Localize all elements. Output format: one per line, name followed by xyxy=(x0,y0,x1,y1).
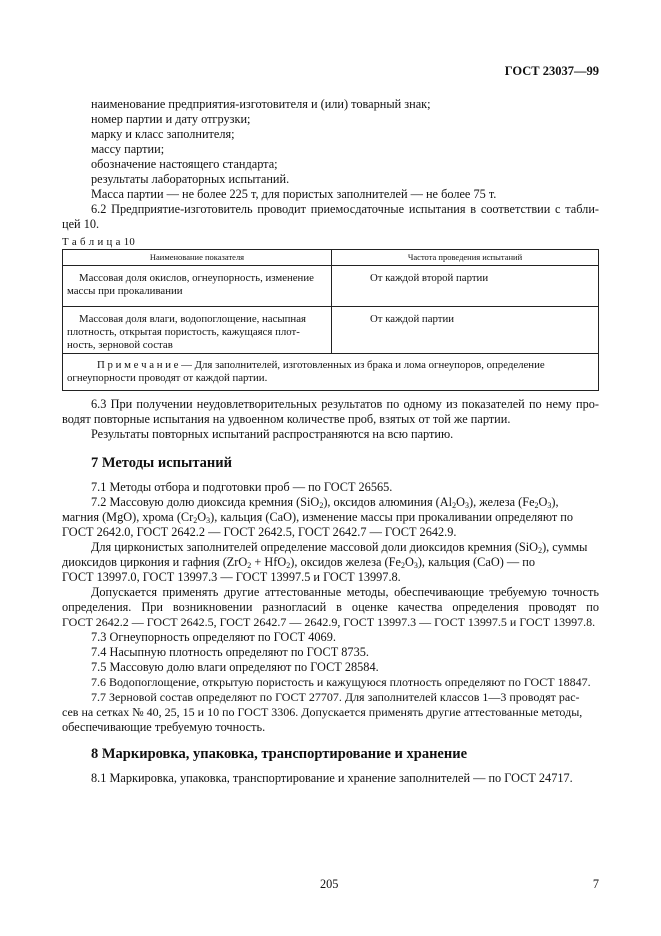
section-7-title: 7 Методы испытаний xyxy=(91,455,232,471)
page-number: 7 xyxy=(592,877,599,891)
p63-line2: водят повторные испытания на удвоенном количестве проб, взятых от той же партии. xyxy=(62,412,511,426)
row2-frequency: От каждой партии xyxy=(370,313,455,325)
table-row xyxy=(63,307,599,354)
p72-line1: 7.2 Массовую долю диоксида кремния (SiO$_2$), оксидов алюминия $(Al_2O_3)$, железа $(Fe_2O_3)$, xyxy=(91,495,559,510)
p74: 7.4 Насыпную плотность определяют по ГОСТ 8735. xyxy=(91,645,369,659)
p72z-line3: ГОСТ 13997.0, ГОСТ 13997.3 — ГОСТ 13997.5 и ГОСТ 13997.8. xyxy=(62,570,401,584)
list-item: обозначение настоящего стандарта; xyxy=(91,157,278,171)
col2-header: Частота проведения испытаний xyxy=(332,250,599,266)
table-header-row xyxy=(63,250,599,266)
alt-methods-line3: ГОСТ 2642.2 — ГОСТ 2642.5, ГОСТ 2642.7 — 2642.9, ГОСТ 13997.3 — ГОСТ 13997.5 и ГОСТ 13997.8. xyxy=(62,615,596,629)
list-item: массу партии; xyxy=(91,142,165,156)
p63-line3: Результаты повторных испытаний распространяются на всю партию. xyxy=(91,427,454,441)
alt-methods-line1: Допускается применять другие аттестованные методы, обеспечивающие требуемую точность xyxy=(91,585,599,599)
document-code: ГОСТ 23037—99 xyxy=(504,64,599,78)
row1-frequency: От каждой второй партии xyxy=(370,272,489,284)
p62-line1: 6.2 Предприятие-изготовитель проводит приемосдаточные испытания в соответствии с табли- xyxy=(91,202,599,216)
p75: 7.5 Массовую долю влаги определяют по ГОСТ 28584. xyxy=(91,660,379,674)
row2-name-line1: Массовая доля влаги, водопоглощение, насыпная xyxy=(79,313,306,325)
p72z-line2: диоксидов циркония и гафния (ZrO$_2$ + HfO$_2$), оксидов железа $(Fe_2O_3)$, кальция (CaO) — по xyxy=(62,555,535,570)
col1-header: Наименование показателя xyxy=(63,250,332,266)
row1-name-line1: Массовая доля окислов, огнеупорность, изменение xyxy=(79,272,314,284)
table-note-line1: П р и м е ч а н и е — Для заполнителей, изготовленных из брака и лома огнеупоров, определение xyxy=(97,358,545,371)
row1-name-line2: массы при прокаливании xyxy=(67,285,183,298)
p62-line2: цей 10. xyxy=(62,217,100,231)
p72-line2: магния (MgO), хрома $(Cr_2O_3)$, кальция (CaO), изменение массы при прокаливании определяют по xyxy=(62,510,574,525)
list-item: результаты лабораторных испытаний. xyxy=(91,172,290,186)
table-row xyxy=(63,266,599,307)
table-note-line2: огнеупорности проводят от каждой партии. xyxy=(67,371,268,384)
p81: 8.1 Маркировка, упаковка, транспортирование и хранение заполнителей — по ГОСТ 24717. xyxy=(91,771,573,785)
table-10 xyxy=(62,249,599,391)
alt-methods-line2: определения. При возникновении разногласий в оценке качества определения проводят по xyxy=(62,600,599,614)
p63-line1: 6.3 При получении неудовлетворительных результатов по одному из показателей по нему про- xyxy=(91,397,599,411)
row2-name-line2: плотность, открытая пористость, кажущаяся плот- xyxy=(67,326,300,339)
p77-line1: 7.7 Зерновой состав определяют по ГОСТ 27707. Для заполнителей классов 1—3 проводят рас- xyxy=(91,690,580,704)
p76: 7.6 Водопоглощение, открытую пористость и кажущуюся плотность определяют по ГОСТ 18847. xyxy=(91,675,591,689)
p73: 7.3 Огнеупорность определяют по ГОСТ 4069. xyxy=(91,630,336,644)
table-note-row xyxy=(63,353,599,390)
p77-line2: сев на сетках № 40, 25, 15 и 10 по ГОСТ 3306. Допускается применять другие аттестованные методы, xyxy=(62,705,583,719)
p72z-line1: Для цирконистых заполнителей определение массовой доли диоксидов кремния (SiO$_2$), суммы xyxy=(91,540,588,555)
row2-name-line3: ность, зерновой состав xyxy=(67,339,173,352)
section-8-title: 8 Маркировка, упаковка, транспортирование и хранение xyxy=(91,746,468,762)
list-item: наименование предприятия-изготовителя и (или) товарный знак; xyxy=(91,97,431,111)
center-page-number: 205 xyxy=(320,877,339,891)
list-item: номер партии и дату отгрузки; xyxy=(91,112,251,126)
mass-paragraph: Масса партии — не более 225 т, для пористых заполнителей — не более 75 т. xyxy=(91,187,497,201)
table-caption: Т а б л и ц а 10 xyxy=(62,236,136,248)
list-item: марку и класс заполнителя; xyxy=(91,127,235,141)
p77-line3: обеспечивающие требуемую точность. xyxy=(62,720,266,734)
p71: 7.1 Методы отбора и подготовки проб — по ГОСТ 26565. xyxy=(91,480,393,494)
p72-line3: ГОСТ 2642.0, ГОСТ 2642.2 — ГОСТ 2642.5, ГОСТ 2642.7 — ГОСТ 2642.9. xyxy=(62,525,457,539)
